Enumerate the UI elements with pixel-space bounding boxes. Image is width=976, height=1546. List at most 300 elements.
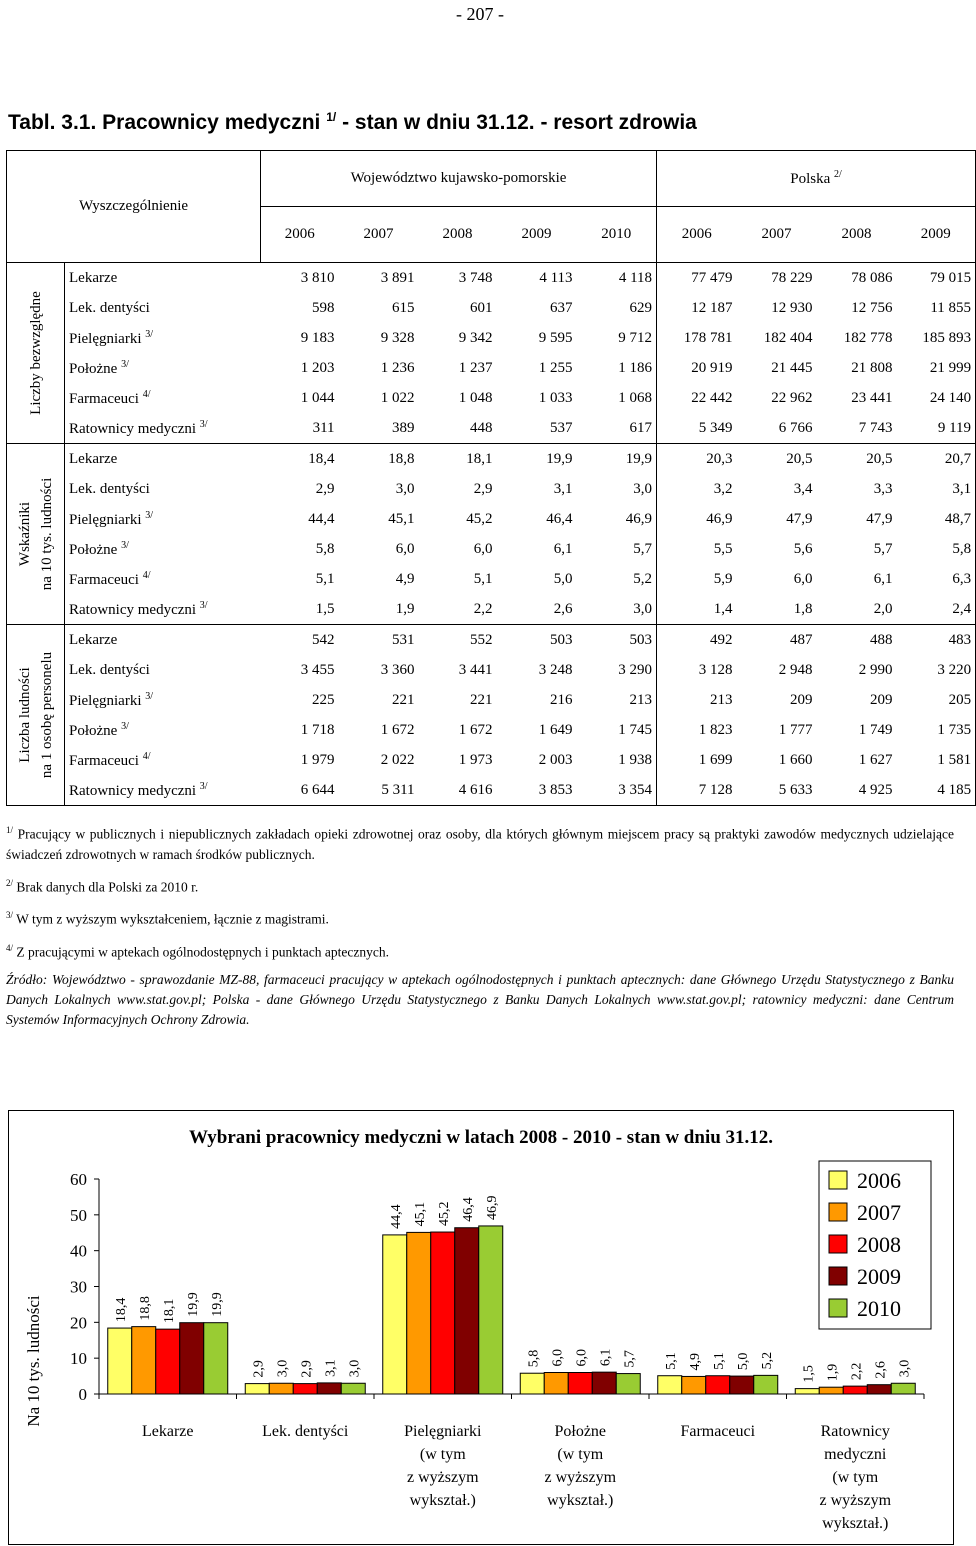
table-cell: 1 255: [538, 359, 573, 376]
table-cell: 5,0: [553, 570, 573, 587]
table-cell: 5,9: [657, 564, 737, 594]
bar: [682, 1376, 706, 1394]
x-category-label: z wyższym: [544, 1469, 617, 1486]
bar: [407, 1232, 431, 1394]
table-cell: 1 649: [538, 721, 573, 738]
table-cell: 4 118: [577, 263, 657, 294]
table-cell: 1 973: [458, 751, 493, 768]
table-cell: 6 644: [261, 775, 339, 806]
table-row: [7, 504, 976, 534]
bar: [754, 1375, 778, 1394]
bar: [706, 1376, 730, 1394]
table-cell: 1 777: [778, 721, 813, 738]
table-cell: 1 236: [380, 359, 415, 376]
table-cell: 46,9: [577, 504, 657, 534]
year-header: 2008: [817, 207, 897, 263]
table-cell: 47,9: [786, 510, 813, 527]
table-cell: 46,4: [546, 510, 573, 527]
bar: [867, 1385, 891, 1394]
bar: [108, 1328, 132, 1394]
table-cell: 1 660: [778, 751, 813, 768]
bar: [795, 1389, 819, 1394]
section-label: Liczby bezwzględne: [7, 263, 65, 444]
data-label: 5,0: [735, 1352, 751, 1371]
table-cell: 18,1: [419, 444, 497, 475]
data-label: 2,2: [849, 1362, 865, 1381]
data-label: 5,1: [663, 1352, 679, 1370]
year-header: 2008: [419, 207, 497, 263]
footnotes: [6, 820, 954, 1038]
table-cell: 4 925: [817, 775, 897, 806]
y-tick-label: 40: [70, 1241, 87, 1261]
table-cell: 12 930: [771, 299, 813, 316]
data-label: 6,0: [550, 1349, 566, 1367]
data-label: 5,7: [622, 1350, 638, 1368]
table-row: [7, 715, 976, 745]
table-row: [7, 655, 976, 685]
table-cell: 3 290: [577, 655, 657, 685]
x-category-label: Lekarze: [141, 1423, 194, 1440]
table-cell: 209: [870, 691, 893, 708]
data-label: 5,8: [526, 1349, 542, 1368]
bar: [156, 1329, 180, 1394]
data-label: 2,6: [873, 1361, 889, 1379]
bar-chart: [8, 1110, 954, 1545]
table-cell: 389: [339, 413, 419, 444]
table-row: [7, 625, 976, 656]
x-category-label: wykształ.): [822, 1515, 889, 1532]
table-cell: 637: [550, 299, 573, 316]
data-label: 3,1: [323, 1359, 339, 1377]
data-label: 18,8: [137, 1296, 153, 1321]
table-cell: 21 445: [771, 359, 813, 376]
table-cell: 5,5: [657, 534, 737, 564]
table-cell: 1 033: [538, 389, 573, 406]
table-cell: 4 616: [419, 775, 497, 806]
data-label: 44,4: [388, 1204, 404, 1229]
bar: [431, 1232, 455, 1394]
table-cell: 20,7: [897, 444, 976, 475]
data-label: 2,9: [251, 1360, 267, 1378]
table-cell: 22 442: [657, 383, 737, 413]
x-category-label: (w tym: [419, 1446, 466, 1463]
table-cell: 3,4: [793, 480, 813, 497]
row-label: Farmaceuci $^{4/}$: [65, 383, 261, 413]
table-cell: 1 745: [577, 715, 657, 745]
table-cell: 6,1: [553, 540, 573, 557]
table-cell: 182 404: [763, 329, 813, 346]
row-label: Położne $^{3/}$: [65, 534, 261, 564]
table-cell: 3 748: [419, 263, 497, 294]
table-cell: 3 360: [380, 661, 415, 678]
table-cell: 2,4: [897, 594, 976, 625]
table-cell: 3,1: [897, 474, 976, 504]
table-cell: 1 699: [657, 745, 737, 775]
table-cell: 2 022: [380, 751, 415, 768]
table-cell: 9 712: [577, 323, 657, 353]
table-cell: 1 627: [858, 751, 893, 768]
row-label: Ratownicy medyczni $^{3/}$: [65, 413, 261, 444]
y-axis-label: Na 10 tys. ludności: [24, 1295, 43, 1427]
table-cell: 5,7: [577, 534, 657, 564]
table-cell: 3 441: [458, 661, 493, 678]
data-label: 2,9: [299, 1360, 315, 1378]
row-label: Położne $^{3/}$: [65, 715, 261, 745]
bar: [132, 1327, 156, 1394]
table-cell: 6,3: [897, 564, 976, 594]
year-header: 2006: [261, 207, 339, 263]
year-header: 2010: [577, 207, 657, 263]
row-label: Ratownicy medyczni $^{3/}$: [65, 775, 261, 806]
table-row: [7, 775, 976, 806]
table-cell: 1 581: [897, 745, 976, 775]
table-cell: 503: [497, 625, 577, 656]
table-row: [7, 564, 976, 594]
bar: [479, 1226, 503, 1394]
bar: [341, 1383, 365, 1394]
legend-label: 2009: [857, 1264, 901, 1289]
section-label: Liczba ludności na 1 osobę personelu: [7, 625, 65, 806]
table-cell: 3,0: [395, 480, 415, 497]
table-cell: 3,1: [553, 480, 573, 497]
table-row: [7, 383, 976, 413]
table-cell: 21 808: [851, 359, 893, 376]
x-category-label: (w tym: [832, 1469, 879, 1486]
table-cell: 5,8: [315, 540, 335, 557]
table-cell: 2 948: [778, 661, 813, 678]
data-label: 5,1: [711, 1352, 727, 1370]
table-cell: 2,2: [419, 594, 497, 625]
table-cell: 5,1: [473, 570, 493, 587]
table-cell: 487: [737, 625, 817, 656]
table-cell: 78 086: [817, 263, 897, 294]
table-cell: 47,9: [866, 510, 893, 527]
y-tick-label: 0: [78, 1385, 87, 1404]
table-cell: 77 479: [657, 263, 737, 294]
year-header: 2006: [657, 207, 737, 263]
table-row: [7, 745, 976, 775]
bar: [455, 1228, 479, 1394]
table-cell: 221: [470, 691, 493, 708]
table-row: [7, 594, 976, 625]
footnote-1: $^{1/}$ Pracujący w publicznych i niepublicznych zakładach opieki zdrowotnej oraz osoby, dla których głównym miejscem pracy są praktyki zawodów medycznych udzielające świadczeń zdrowotnych w ramach środków publicznych.: [6, 825, 955, 862]
table-cell: 21 999: [897, 353, 976, 383]
table-cell: 3 810: [261, 263, 339, 294]
table-cell: 6,0: [473, 540, 493, 557]
table-cell: 531: [339, 625, 419, 656]
table-cell: 3 248: [538, 661, 573, 678]
table-cell: 3 891: [339, 263, 419, 294]
row-label: Ratownicy medyczni $^{3/}$: [65, 594, 261, 625]
table-cell: 45,1: [388, 510, 415, 527]
table-cell: 7 743: [817, 413, 897, 444]
table-cell: 598: [312, 299, 335, 316]
table-row: [7, 323, 976, 353]
x-category-label: wykształ.): [409, 1492, 476, 1509]
table-cell: 11 855: [897, 293, 976, 323]
table-cell: 3,0: [577, 474, 657, 504]
year-header: 2007: [737, 207, 817, 263]
bar: [843, 1386, 867, 1394]
table-cell: 552: [419, 625, 497, 656]
bar: [383, 1235, 407, 1394]
table-cell: 45,2: [466, 510, 493, 527]
row-label: Lekarze: [65, 625, 261, 656]
table-cell: 1,5: [261, 594, 339, 625]
table-cell: 1,8: [737, 594, 817, 625]
table-cell: 9 328: [380, 329, 415, 346]
data-label: 4,9: [687, 1352, 703, 1371]
table-row: [7, 444, 976, 475]
table-cell: 1 979: [300, 751, 335, 768]
table-cell: 3 853: [497, 775, 577, 806]
chart-svg: [9, 1111, 953, 1544]
table-cell: 3,3: [873, 480, 893, 497]
bar: [568, 1373, 592, 1395]
table-cell: 1,9: [339, 594, 419, 625]
table-cell: 503: [577, 625, 657, 656]
table-cell: 2,0: [817, 594, 897, 625]
table-cell: 448: [419, 413, 497, 444]
data-label: 45,1: [412, 1201, 428, 1227]
table-cell: 6 766: [737, 413, 817, 444]
bar: [544, 1373, 568, 1395]
data-label: 3,0: [897, 1359, 913, 1378]
region1-header: Województwo kujawsko-pomorskie: [261, 151, 657, 207]
table-cell: 6,0: [793, 570, 813, 587]
data-label: 45,2: [436, 1201, 452, 1227]
footnote-3: $^{3/}$ W tym z wyższym wykształceniem, łącznie z magistrami.: [6, 910, 329, 927]
bar: [204, 1323, 228, 1394]
bar: [658, 1376, 682, 1394]
bar: [819, 1387, 843, 1394]
table-cell: 1 203: [300, 359, 335, 376]
table-cell: 601: [470, 299, 493, 316]
year-header: 2009: [497, 207, 577, 263]
table-cell: 185 893: [897, 323, 976, 353]
data-label: 3,0: [275, 1359, 291, 1378]
table-cell: 221: [392, 691, 415, 708]
table-cell: 5 633: [737, 775, 817, 806]
y-tick-label: 10: [70, 1349, 87, 1369]
table-cell: 6,0: [395, 540, 415, 557]
table-cell: 5,8: [897, 534, 976, 564]
table-cell: 2,6: [497, 594, 577, 625]
table-cell: 19,9: [577, 444, 657, 475]
legend-swatch: [829, 1299, 847, 1317]
table-cell: 1 823: [657, 715, 737, 745]
table-cell: 3,2: [657, 474, 737, 504]
table-cell: 5,6: [793, 540, 813, 557]
table-cell: 4 113: [497, 263, 577, 294]
table-cell: 3,0: [577, 594, 657, 625]
data-label: 6,0: [574, 1349, 590, 1367]
table-cell: 213: [577, 685, 657, 715]
bar: [269, 1383, 293, 1394]
table-cell: 311: [261, 413, 339, 444]
row-label: Położne $^{3/}$: [65, 353, 261, 383]
table-cell: 5 311: [339, 775, 419, 806]
table-cell: 213: [657, 685, 737, 715]
table-cell: 3 128: [657, 655, 737, 685]
table-cell: 5,7: [873, 540, 893, 557]
table-cell: 9 595: [538, 329, 573, 346]
table-cell: 178 781: [657, 323, 737, 353]
data-label: 19,9: [209, 1292, 225, 1317]
table-cell: 1 044: [300, 389, 335, 406]
row-label: Farmaceuci $^{4/}$: [65, 564, 261, 594]
table-cell: 2,9: [473, 480, 493, 497]
table-cell: 1 749: [858, 721, 893, 738]
table-cell: 1 672: [458, 721, 493, 738]
legend-swatch: [829, 1171, 847, 1189]
page-number: - 207 -: [456, 4, 504, 24]
data-label: 46,9: [484, 1195, 500, 1220]
x-category-label: wykształ.): [547, 1492, 614, 1509]
y-tick-label: 50: [70, 1205, 87, 1225]
row-label: Lek. dentyści: [65, 655, 261, 685]
table-cell: 46,9: [657, 504, 737, 534]
table-cell: 3 354: [577, 775, 657, 806]
table-title: Tabl. 3.1. Pracownicy medyczni $^{1/}$ - stan w dniu 31.12. - resort zdrowia: [8, 110, 697, 134]
bar: [317, 1383, 341, 1394]
table-cell: 20 919: [657, 353, 737, 383]
chart-title: Wybrani pracownicy medyczni w latach 2008 - 2010 - stan w dniu 31.12.: [188, 1127, 774, 1148]
table-cell: 9 183: [300, 329, 335, 346]
table-cell: 182 778: [843, 329, 893, 346]
section-label: Wskaźniki na 10 tys. ludności: [7, 444, 65, 625]
table-cell: 2 003: [538, 751, 573, 768]
table-cell: 20,5: [737, 444, 817, 475]
bar: [245, 1384, 269, 1394]
data-label: 19,9: [185, 1292, 201, 1317]
data-label: 46,4: [460, 1197, 476, 1222]
table-cell: 7 128: [657, 775, 737, 806]
table-cell: 9 119: [897, 413, 976, 444]
table-cell: 9 342: [458, 329, 493, 346]
table-cell: 1 672: [380, 721, 415, 738]
table-cell: 23 441: [851, 389, 893, 406]
table-cell: 5 349: [657, 413, 737, 444]
table-cell: 205: [897, 685, 976, 715]
row-label: Lekarze: [65, 263, 261, 294]
table-cell: 44,4: [308, 510, 335, 527]
data-label: 1,5: [801, 1365, 817, 1383]
table-row: [7, 263, 976, 294]
bar: [180, 1323, 204, 1394]
table-cell: 2,9: [315, 480, 335, 497]
legend-swatch: [829, 1267, 847, 1285]
table-cell: 3 455: [300, 661, 335, 678]
table-cell: 1 022: [380, 389, 415, 406]
table-cell: 5,1: [315, 570, 335, 587]
x-category-label: (w tym: [557, 1446, 604, 1463]
table-cell: 1 048: [458, 389, 493, 406]
bar: [293, 1384, 317, 1394]
table-cell: 1 186: [577, 353, 657, 383]
table-cell: 209: [790, 691, 813, 708]
table-cell: 48,7: [897, 504, 976, 534]
data-label: 1,9: [825, 1363, 841, 1382]
table-cell: 1 938: [577, 745, 657, 775]
table-row: [7, 685, 976, 715]
data-label: 6,1: [598, 1348, 614, 1367]
row-label: Lek. dentyści: [65, 474, 261, 504]
data-label: 3,0: [347, 1359, 363, 1378]
y-tick-label: 30: [70, 1277, 87, 1297]
legend-label: 2008: [857, 1232, 901, 1257]
bar: [592, 1372, 616, 1394]
x-category-label: Położne: [554, 1423, 607, 1440]
y-tick-label: 60: [70, 1170, 87, 1189]
table-cell: 22 962: [771, 389, 813, 406]
legend-label: 2006: [857, 1168, 901, 1193]
region2-header: Polska $^{2/}$: [657, 151, 976, 207]
bar: [730, 1376, 754, 1394]
data-label: 18,4: [113, 1297, 129, 1323]
row-label: Farmaceuci $^{4/}$: [65, 745, 261, 775]
table-cell: 1 068: [577, 383, 657, 413]
table-cell: 615: [392, 299, 415, 316]
table-cell: 3 220: [897, 655, 976, 685]
table-cell: 216: [550, 691, 573, 708]
table-cell: 1,4: [657, 594, 737, 625]
bar: [891, 1383, 915, 1394]
row-label: Pielęgniarki $^{3/}$: [65, 685, 261, 715]
table-cell: 4,9: [395, 570, 415, 587]
legend-swatch: [829, 1203, 847, 1221]
y-tick-label: 20: [70, 1313, 87, 1333]
year-header: 2009: [897, 207, 976, 263]
table-cell: 225: [312, 691, 335, 708]
data-label: 18,1: [161, 1298, 177, 1324]
table-cell: 12 187: [657, 293, 737, 323]
legend-swatch: [829, 1235, 847, 1253]
x-category-label: Farmaceuci: [680, 1423, 756, 1440]
row-label: Pielęgniarki $^{3/}$: [65, 504, 261, 534]
row-label: Lekarze: [65, 444, 261, 475]
table-cell: 4 185: [897, 775, 976, 806]
table-cell: 629: [577, 293, 657, 323]
table-cell: 1 237: [458, 359, 493, 376]
table-cell: 12 756: [851, 299, 893, 316]
table-row: [7, 353, 976, 383]
x-category-label: z wyższym: [819, 1492, 892, 1509]
x-category-label: z wyższym: [406, 1469, 479, 1486]
row-label: Lek. dentyści: [65, 293, 261, 323]
table-cell: 537: [497, 413, 577, 444]
footnote-2: $^{2/}$ Brak danych dla Polski za 2010 r.: [6, 877, 199, 894]
table-cell: 24 140: [897, 383, 976, 413]
table-cell: 19,9: [497, 444, 577, 475]
year-header: 2007: [339, 207, 419, 263]
legend-label: 2010: [857, 1296, 901, 1321]
table-cell: 6,1: [873, 570, 893, 587]
table-row: [7, 413, 976, 444]
table-cell: 488: [817, 625, 897, 656]
table-cell: 20,5: [817, 444, 897, 475]
table-cell: 617: [577, 413, 657, 444]
row-label: Pielęgniarki $^{3/}$: [65, 323, 261, 353]
table-cell: 79 015: [897, 263, 976, 294]
x-category-label: medyczni: [824, 1446, 887, 1463]
table-cell: 20,3: [657, 444, 737, 475]
table-row: [7, 534, 976, 564]
x-category-label: Ratownicy: [820, 1423, 890, 1440]
data-table: [6, 150, 976, 806]
table-row: [7, 293, 976, 323]
table-cell: 18,8: [339, 444, 419, 475]
